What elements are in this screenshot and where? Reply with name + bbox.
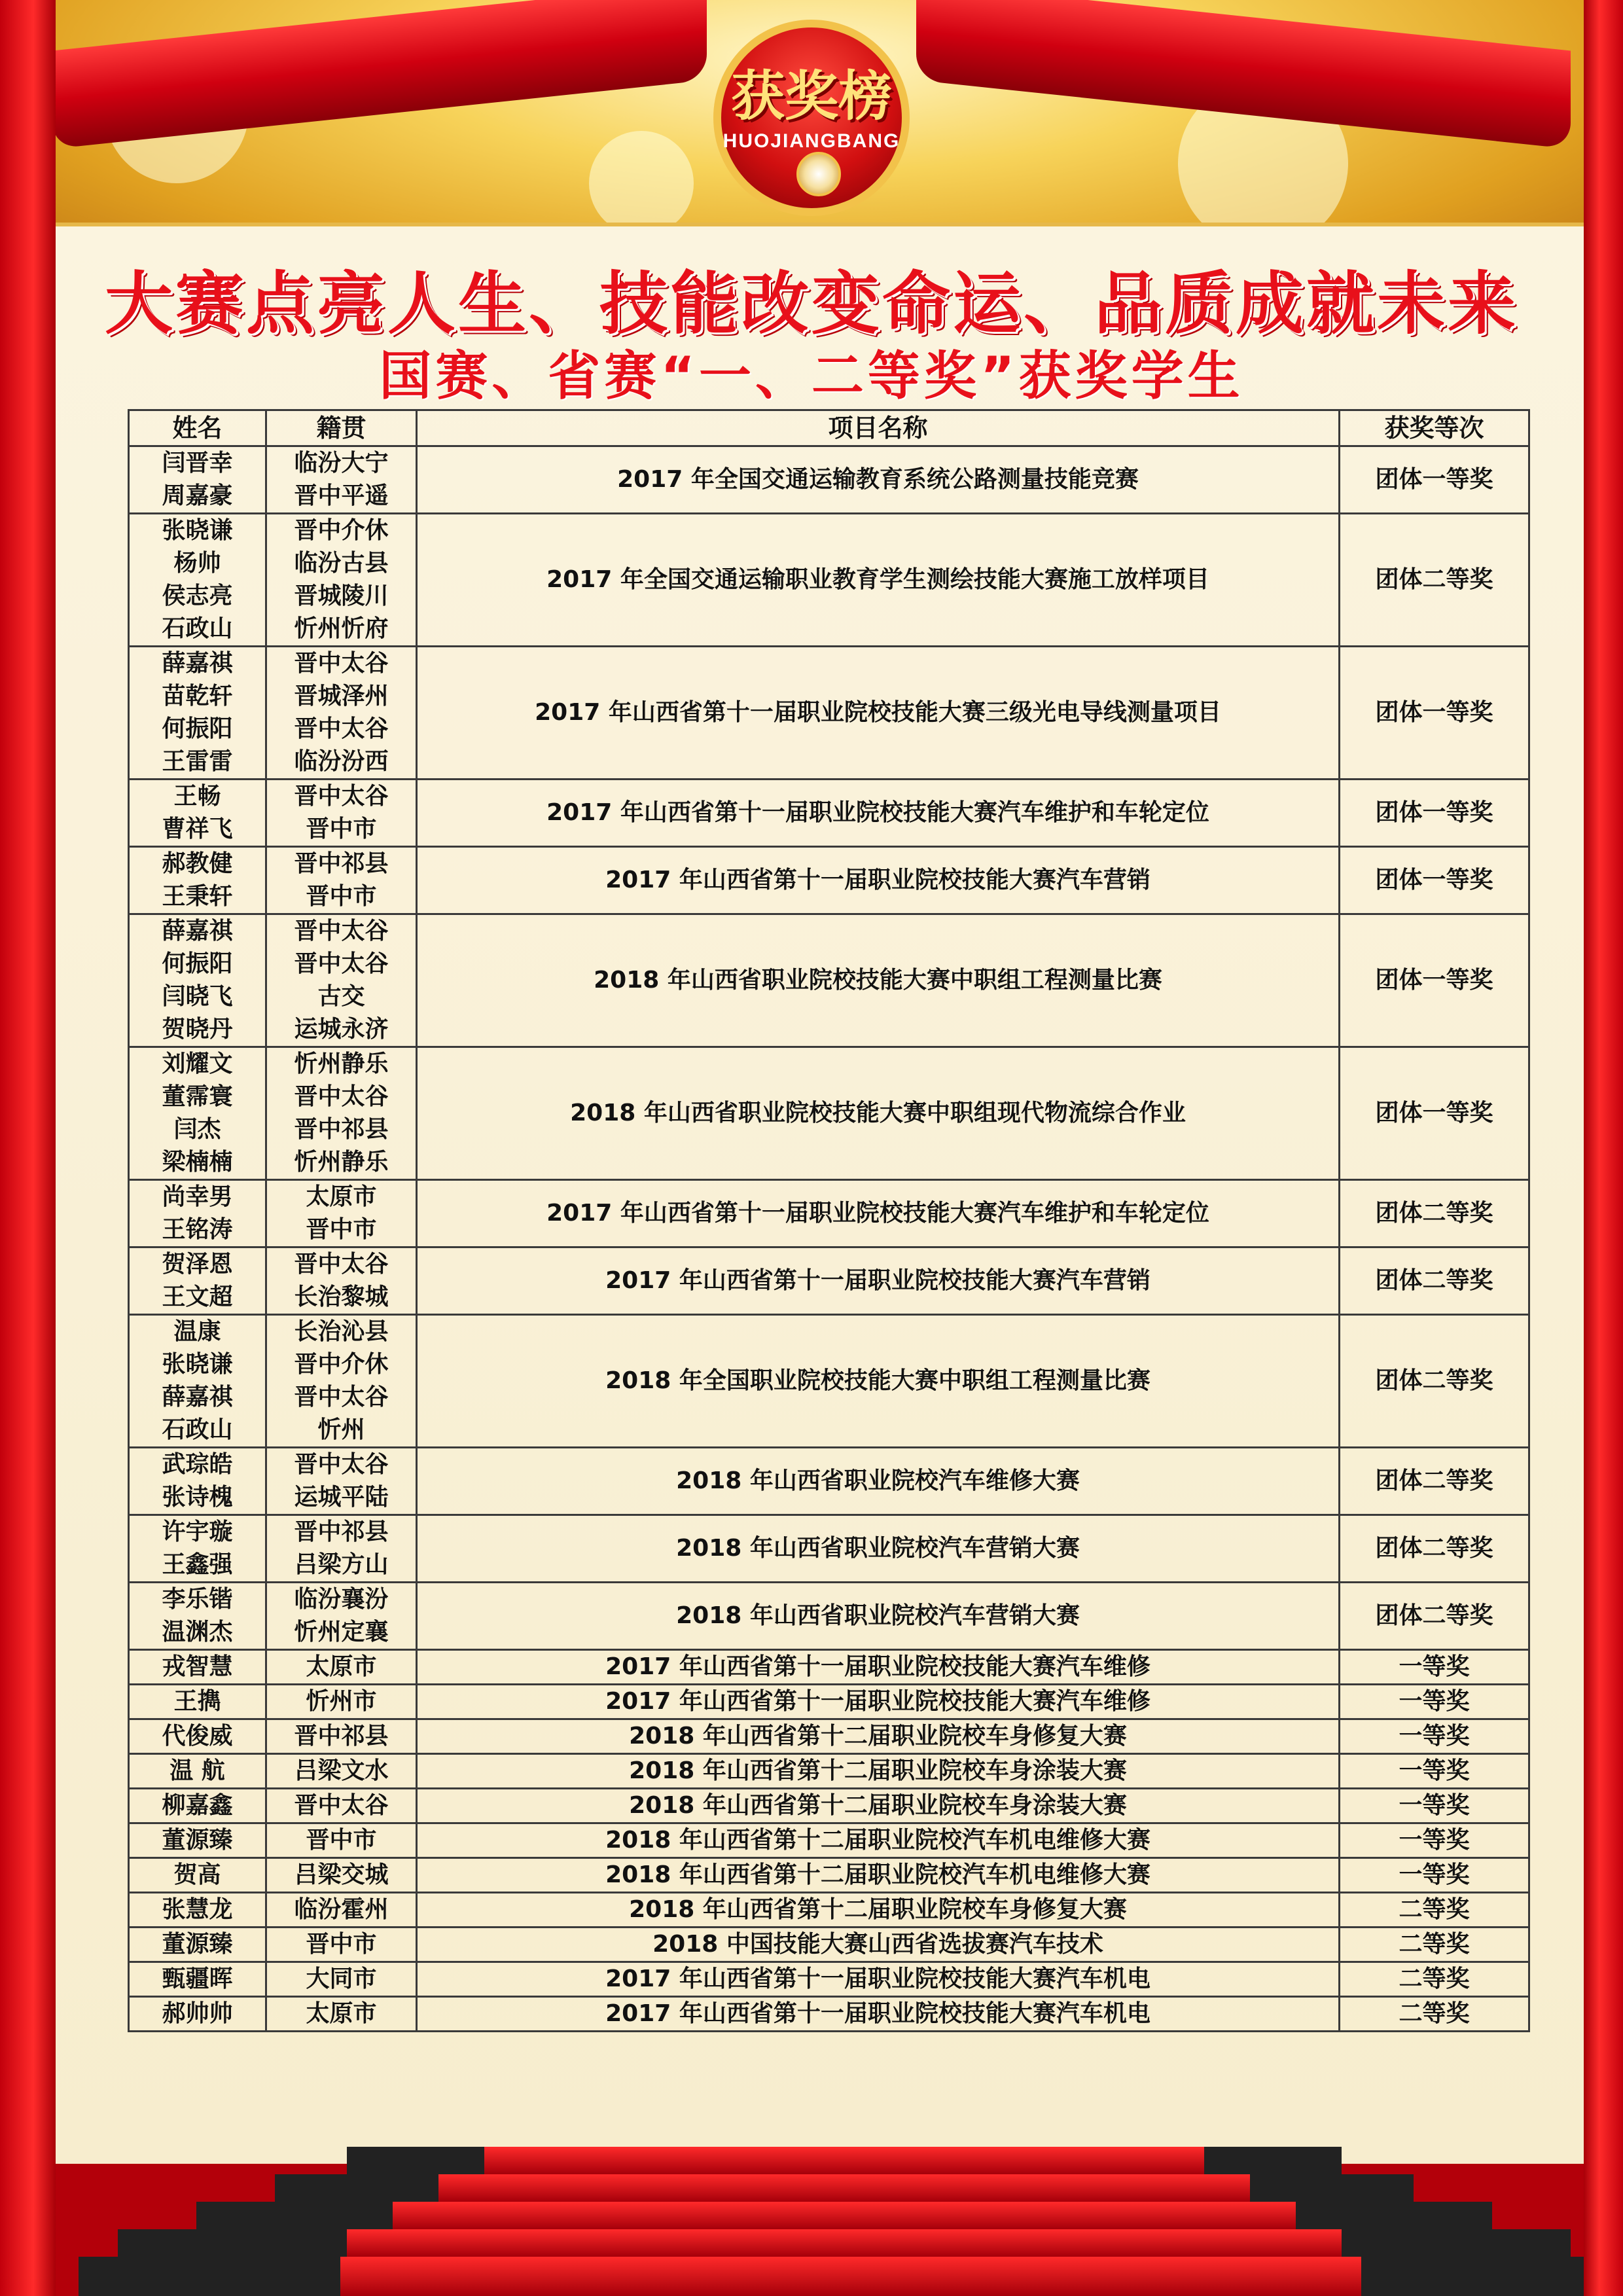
table-row bbox=[129, 1315, 1529, 1448]
cell-award: 团体二等奖 bbox=[1340, 1515, 1529, 1583]
cell-project: 2018 年山西省职业院校汽车营销大赛 bbox=[417, 1583, 1340, 1650]
cell-hometown-line: 晋中祁县 bbox=[294, 1116, 389, 1143]
cell-project: 2017 年山西省第十一届职业院校技能大赛汽车维修 bbox=[417, 1685, 1340, 1719]
cell-name-line: 王擕 bbox=[173, 1688, 221, 1715]
table-row bbox=[129, 647, 1529, 780]
cell-award: 一等奖 bbox=[1340, 1719, 1529, 1754]
award-badge bbox=[713, 20, 910, 216]
cell-name-line: 周嘉豪 bbox=[162, 482, 233, 509]
cell-project: 2018 中国技能大赛山西省选拔赛汽车技术 bbox=[417, 1928, 1340, 1962]
cell-name-line: 王秉轩 bbox=[162, 883, 233, 910]
medal-icon bbox=[796, 152, 841, 196]
cell-award: 二等奖 bbox=[1340, 1893, 1529, 1928]
table-row bbox=[129, 780, 1529, 847]
stage-step bbox=[79, 2257, 1584, 2296]
page-subheadline: 国赛、省赛“一、二等奖”获奖学生 bbox=[379, 346, 1244, 406]
cell-name-line: 郝教健 bbox=[162, 850, 233, 877]
table-row bbox=[129, 1650, 1529, 1685]
cell-project: 2018 年山西省第十二届职业院校车身修复大赛 bbox=[417, 1893, 1340, 1928]
stage-step bbox=[196, 2202, 1492, 2229]
cell-name-line: 王鑫强 bbox=[162, 1551, 233, 1578]
cell-name-line: 董源臻 bbox=[162, 1827, 233, 1854]
table-row bbox=[129, 847, 1529, 914]
cell-hometown bbox=[266, 1962, 417, 1997]
cell-hometown bbox=[266, 647, 417, 780]
cell-name bbox=[129, 647, 266, 780]
red-carpet-steps bbox=[79, 2147, 1584, 2296]
cell-hometown-line: 长治黎城 bbox=[294, 1283, 389, 1310]
cell-hometown bbox=[266, 780, 417, 847]
cell-hometown bbox=[266, 1315, 417, 1448]
cell-name-line: 王雷雷 bbox=[162, 748, 233, 775]
cell-name bbox=[129, 514, 266, 647]
cell-hometown-line: 晋中祁县 bbox=[294, 850, 389, 877]
cell-hometown-line: 晋中太谷 bbox=[294, 918, 389, 944]
cell-hometown-line: 忻州忻府 bbox=[294, 615, 389, 642]
cell-name-line: 杨帅 bbox=[173, 550, 221, 577]
cell-name-line: 张慧龙 bbox=[162, 1896, 233, 1923]
table-header-row bbox=[129, 410, 1529, 446]
cell-name bbox=[129, 1650, 266, 1685]
table-row bbox=[129, 1789, 1529, 1823]
cell-hometown-line: 晋中市 bbox=[306, 1216, 377, 1243]
cell-name-line: 贺晓丹 bbox=[162, 1016, 233, 1043]
cell-award: 团体二等奖 bbox=[1340, 514, 1529, 647]
cell-project: 2017 年山西省第十一届职业院校技能大赛汽车营销 bbox=[417, 847, 1340, 914]
cell-hometown-line: 临汾襄汾 bbox=[294, 1586, 389, 1613]
cell-name-line: 石政山 bbox=[162, 1416, 233, 1443]
cell-name-line: 贺泽恩 bbox=[162, 1251, 233, 1278]
cell-hometown-line: 晋城陵川 bbox=[294, 583, 389, 609]
cell-name-line: 张晓谦 bbox=[162, 517, 233, 544]
cell-project: 2017 年山西省第十一届职业院校技能大赛汽车维修 bbox=[417, 1650, 1340, 1685]
cell-project: 2018 年全国职业院校技能大赛中职组工程测量比赛 bbox=[417, 1315, 1340, 1448]
cell-name-line: 侯志亮 bbox=[162, 583, 233, 609]
cell-hometown bbox=[266, 1583, 417, 1650]
cell-name-line: 闫晓飞 bbox=[162, 983, 233, 1010]
cell-hometown-line: 晋城泽州 bbox=[294, 683, 389, 709]
cell-hometown-line: 晋中市 bbox=[306, 1931, 377, 1958]
cell-hometown-line: 晋中祁县 bbox=[294, 1518, 389, 1545]
cell-name bbox=[129, 446, 266, 514]
cell-hometown bbox=[266, 1858, 417, 1893]
cell-hometown-line: 晋中太谷 bbox=[294, 783, 389, 810]
cell-hometown-line: 晋中市 bbox=[306, 883, 377, 910]
cell-project: 2018 年山西省职业院校汽车维修大赛 bbox=[417, 1448, 1340, 1515]
cell-award: 二等奖 bbox=[1340, 1962, 1529, 1997]
cell-hometown-line: 晋中太谷 bbox=[294, 1251, 389, 1278]
cell-hometown-line: 晋中祁县 bbox=[294, 1723, 389, 1749]
cell-project: 2017 年全国交通运输职业教育学生测绘技能大赛施工放样项目 bbox=[417, 514, 1340, 647]
cell-name-line: 闫晋幸 bbox=[162, 450, 233, 476]
cell-award: 团体二等奖 bbox=[1340, 1583, 1529, 1650]
cell-name bbox=[129, 1583, 266, 1650]
header-award: 获奖等次 bbox=[1340, 410, 1529, 446]
cell-project: 2018 年山西省职业院校技能大赛中职组工程测量比赛 bbox=[417, 914, 1340, 1047]
cell-name-line: 温 航 bbox=[169, 1757, 225, 1784]
cell-name bbox=[129, 1858, 266, 1893]
awards-table bbox=[128, 409, 1530, 2032]
table-row bbox=[129, 1047, 1529, 1180]
cell-name-line: 李乐锴 bbox=[162, 1586, 233, 1613]
cell-hometown-line: 太原市 bbox=[306, 1653, 377, 1680]
cell-hometown-line: 古交 bbox=[317, 983, 365, 1010]
cell-name-line: 王畅 bbox=[173, 783, 221, 810]
cell-hometown bbox=[266, 446, 417, 514]
cell-award: 团体一等奖 bbox=[1340, 446, 1529, 514]
cell-name-line: 闫杰 bbox=[173, 1116, 221, 1143]
cell-hometown-line: 吕梁方山 bbox=[294, 1551, 389, 1578]
badge-subtitle: HUOJIANGBANG bbox=[722, 130, 901, 152]
cell-name bbox=[129, 1448, 266, 1515]
cell-hometown-line: 吕梁交城 bbox=[294, 1861, 389, 1888]
cell-project: 2018 年山西省职业院校技能大赛中职组现代物流综合作业 bbox=[417, 1047, 1340, 1180]
header-hometown: 籍贯 bbox=[266, 410, 417, 446]
cell-name-line: 王文超 bbox=[162, 1283, 233, 1310]
cell-name-line: 薛嘉祺 bbox=[162, 650, 233, 677]
cell-hometown bbox=[266, 1047, 417, 1180]
cell-hometown-line: 晋中市 bbox=[306, 1827, 377, 1854]
cell-name-line: 苗乾轩 bbox=[162, 683, 233, 709]
header-name: 姓名 bbox=[129, 410, 266, 446]
cell-hometown bbox=[266, 1650, 417, 1685]
cell-award: 团体一等奖 bbox=[1340, 1047, 1529, 1180]
cell-hometown bbox=[266, 1997, 417, 2032]
cell-name bbox=[129, 780, 266, 847]
cell-hometown-line: 晋中太谷 bbox=[294, 1792, 389, 1819]
stage-step bbox=[118, 2229, 1571, 2257]
table-row bbox=[129, 1858, 1529, 1893]
cell-name bbox=[129, 1893, 266, 1928]
cell-hometown-line: 运城平陆 bbox=[294, 1484, 389, 1511]
table-row bbox=[129, 1823, 1529, 1858]
cell-name-line: 甄疆晖 bbox=[162, 1965, 233, 1992]
cell-project: 2017 年山西省第十一届职业院校技能大赛汽车机电 bbox=[417, 1962, 1340, 1997]
cell-award: 团体二等奖 bbox=[1340, 1315, 1529, 1448]
cell-name-line: 何振阳 bbox=[162, 715, 233, 742]
cell-award: 团体二等奖 bbox=[1340, 1247, 1529, 1315]
cell-award: 团体一等奖 bbox=[1340, 780, 1529, 847]
cell-hometown-line: 忻州 bbox=[317, 1416, 365, 1443]
table-body bbox=[129, 446, 1529, 2032]
cell-award: 团体一等奖 bbox=[1340, 847, 1529, 914]
cell-project: 2018 年山西省第十二届职业院校汽车机电维修大赛 bbox=[417, 1858, 1340, 1893]
cell-hometown bbox=[266, 1823, 417, 1858]
cell-name-line: 石政山 bbox=[162, 615, 233, 642]
cell-award: 团体一等奖 bbox=[1340, 914, 1529, 1047]
cell-hometown-line: 忻州静乐 bbox=[294, 1050, 389, 1077]
cell-hometown-line: 大同市 bbox=[306, 1965, 377, 1992]
table-row bbox=[129, 1247, 1529, 1315]
cell-name-line: 柳嘉鑫 bbox=[162, 1792, 233, 1819]
header-project: 项目名称 bbox=[417, 410, 1340, 446]
cell-hometown bbox=[266, 514, 417, 647]
cell-name bbox=[129, 1315, 266, 1448]
cell-award: 一等奖 bbox=[1340, 1685, 1529, 1719]
cell-hometown bbox=[266, 914, 417, 1047]
cell-project: 2018 年山西省职业院校汽车营销大赛 bbox=[417, 1515, 1340, 1583]
cell-award: 一等奖 bbox=[1340, 1858, 1529, 1893]
cell-hometown bbox=[266, 1893, 417, 1928]
cell-hometown-line: 晋中太谷 bbox=[294, 715, 389, 742]
cell-name bbox=[129, 1515, 266, 1583]
cell-project: 2018 年山西省第十二届职业院校车身修复大赛 bbox=[417, 1719, 1340, 1754]
table-row bbox=[129, 1754, 1529, 1789]
table-row bbox=[129, 914, 1529, 1047]
cell-hometown bbox=[266, 1247, 417, 1315]
cell-name bbox=[129, 1719, 266, 1754]
cell-name-line: 温渊杰 bbox=[162, 1619, 233, 1645]
cell-name-line: 何振阳 bbox=[162, 950, 233, 977]
cell-hometown bbox=[266, 1789, 417, 1823]
cell-hometown bbox=[266, 1180, 417, 1247]
cell-project: 2018 年山西省第十二届职业院校车身涂装大赛 bbox=[417, 1754, 1340, 1789]
cell-hometown-line: 临汾汾西 bbox=[294, 748, 389, 775]
cell-hometown-line: 忻州市 bbox=[306, 1688, 377, 1715]
cell-name-line: 梁楠楠 bbox=[162, 1149, 233, 1175]
cell-project: 2018 年山西省第十二届职业院校汽车机电维修大赛 bbox=[417, 1823, 1340, 1858]
cell-project: 2017 年全国交通运输教育系统公路测量技能竞赛 bbox=[417, 446, 1340, 514]
table-row bbox=[129, 514, 1529, 647]
cell-name bbox=[129, 1997, 266, 2032]
table-row bbox=[129, 446, 1529, 514]
cell-award: 二等奖 bbox=[1340, 1928, 1529, 1962]
cell-name-line: 张诗槐 bbox=[162, 1484, 233, 1511]
table-row bbox=[129, 1928, 1529, 1962]
cell-name-line: 薛嘉祺 bbox=[162, 918, 233, 944]
cell-hometown-line: 晋中太谷 bbox=[294, 1083, 389, 1110]
cell-hometown-line: 晋中太谷 bbox=[294, 650, 389, 677]
table-row bbox=[129, 1685, 1529, 1719]
cell-hometown-line: 临汾霍州 bbox=[294, 1896, 389, 1923]
cell-hometown bbox=[266, 1754, 417, 1789]
cell-hometown-line: 晋中市 bbox=[306, 816, 377, 842]
cell-hometown-line: 晋中太谷 bbox=[294, 1384, 389, 1410]
cell-hometown-line: 运城永济 bbox=[294, 1016, 389, 1043]
cell-name-line: 董源臻 bbox=[162, 1931, 233, 1958]
table-row bbox=[129, 1583, 1529, 1650]
cell-name-line: 郝帅帅 bbox=[162, 2000, 233, 2027]
cell-name-line: 许宇璇 bbox=[162, 1518, 233, 1545]
cell-name-line: 曹祥飞 bbox=[162, 816, 233, 842]
cell-hometown-line: 长治沁县 bbox=[294, 1318, 389, 1345]
cell-hometown-line: 晋中平遥 bbox=[294, 482, 389, 509]
cell-project: 2017 年山西省第十一届职业院校技能大赛汽车营销 bbox=[417, 1247, 1340, 1315]
cell-name-line: 戎智慧 bbox=[162, 1653, 233, 1680]
table-row bbox=[129, 1962, 1529, 1997]
cell-name bbox=[129, 914, 266, 1047]
cell-hometown-line: 太原市 bbox=[306, 1183, 377, 1210]
cell-name bbox=[129, 1962, 266, 1997]
cell-award: 团体一等奖 bbox=[1340, 647, 1529, 780]
cell-hometown-line: 太原市 bbox=[306, 2000, 377, 2027]
cell-project: 2017 年山西省第十一届职业院校技能大赛汽车维护和车轮定位 bbox=[417, 780, 1340, 847]
cell-name-line: 尚幸男 bbox=[162, 1183, 233, 1210]
cell-hometown bbox=[266, 1685, 417, 1719]
cell-name-line: 刘耀文 bbox=[162, 1050, 233, 1077]
cell-hometown-line: 临汾大宁 bbox=[294, 450, 389, 476]
cell-name bbox=[129, 1247, 266, 1315]
cell-award: 二等奖 bbox=[1340, 1997, 1529, 2032]
cell-name-line: 薛嘉祺 bbox=[162, 1384, 233, 1410]
table-row bbox=[129, 1997, 1529, 2032]
cell-name-line: 温康 bbox=[173, 1318, 221, 1345]
cell-name bbox=[129, 1789, 266, 1823]
cell-name bbox=[129, 1928, 266, 1962]
cell-award: 团体二等奖 bbox=[1340, 1180, 1529, 1247]
cell-name-line: 董霈寰 bbox=[162, 1083, 233, 1110]
cell-name-line: 王铭涛 bbox=[162, 1216, 233, 1243]
cell-award: 一等奖 bbox=[1340, 1754, 1529, 1789]
cell-project: 2017 年山西省第十一届职业院校技能大赛汽车维护和车轮定位 bbox=[417, 1180, 1340, 1247]
stage-step bbox=[275, 2174, 1414, 2202]
badge-title: 获奖榜 bbox=[730, 65, 892, 128]
cell-hometown bbox=[266, 1515, 417, 1583]
cell-hometown bbox=[266, 1448, 417, 1515]
light-glow bbox=[589, 131, 694, 236]
cell-name-line: 代俊威 bbox=[162, 1723, 233, 1749]
table-row bbox=[129, 1180, 1529, 1247]
cell-name bbox=[129, 1685, 266, 1719]
cell-hometown-line: 晋中太谷 bbox=[294, 950, 389, 977]
cell-name-line: 武琮皓 bbox=[162, 1451, 233, 1478]
cell-hometown bbox=[266, 1928, 417, 1962]
cell-name bbox=[129, 847, 266, 914]
cell-hometown-line: 吕梁文水 bbox=[294, 1757, 389, 1784]
cell-hometown-line: 晋中介休 bbox=[294, 1351, 389, 1378]
cell-project: 2017 年山西省第十一届职业院校技能大赛三级光电导线测量项目 bbox=[417, 647, 1340, 780]
table-row bbox=[129, 1893, 1529, 1928]
cell-name-line: 张晓谦 bbox=[162, 1351, 233, 1378]
cell-hometown bbox=[266, 847, 417, 914]
cell-name bbox=[129, 1180, 266, 1247]
cell-hometown-line: 晋中介休 bbox=[294, 517, 389, 544]
cell-award: 一等奖 bbox=[1340, 1650, 1529, 1685]
cell-award: 团体二等奖 bbox=[1340, 1448, 1529, 1515]
cell-name-line: 贺高 bbox=[173, 1861, 221, 1888]
cell-award: 一等奖 bbox=[1340, 1789, 1529, 1823]
stage-step bbox=[347, 2147, 1342, 2174]
cell-name bbox=[129, 1823, 266, 1858]
cell-project: 2017 年山西省第十一届职业院校技能大赛汽车机电 bbox=[417, 1997, 1340, 2032]
cell-project: 2018 年山西省第十二届职业院校车身涂装大赛 bbox=[417, 1789, 1340, 1823]
table-row bbox=[129, 1448, 1529, 1515]
page-headline: 大赛点亮人生、技能改变命运、品质成就未来 bbox=[104, 264, 1518, 344]
cell-name bbox=[129, 1047, 266, 1180]
cell-hometown-line: 忻州定襄 bbox=[294, 1619, 389, 1645]
cell-award: 一等奖 bbox=[1340, 1823, 1529, 1858]
cell-hometown bbox=[266, 1719, 417, 1754]
table-row bbox=[129, 1515, 1529, 1583]
cell-name bbox=[129, 1754, 266, 1789]
cell-hometown-line: 晋中太谷 bbox=[294, 1451, 389, 1478]
cell-hometown-line: 临汾古县 bbox=[294, 550, 389, 577]
cell-hometown-line: 忻州静乐 bbox=[294, 1149, 389, 1175]
table-row bbox=[129, 1719, 1529, 1754]
